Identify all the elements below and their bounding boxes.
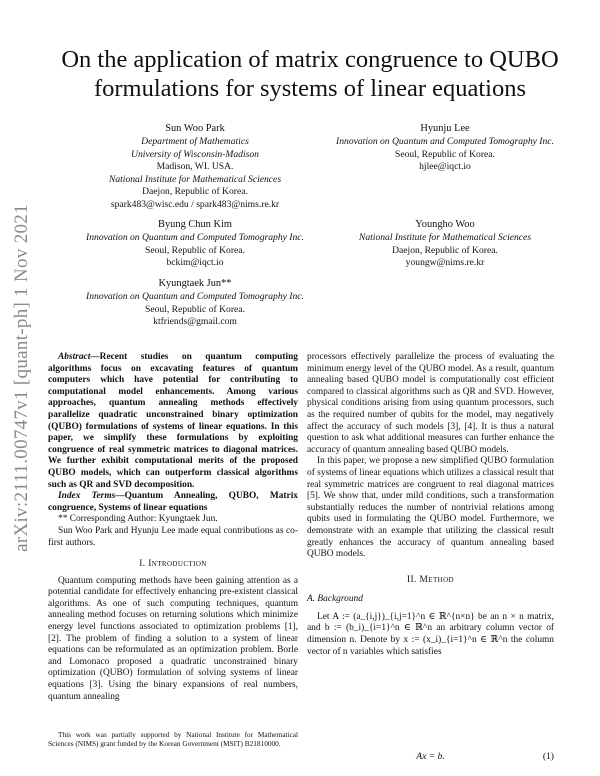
author-affiliation: National Institute for Mathematical Sciences bbox=[358, 232, 532, 244]
author-affiliation: National Institute for Mathematical Sciences bbox=[108, 173, 282, 185]
abstract bbox=[48, 352, 298, 491]
author-name: Byung Chun Kim bbox=[158, 219, 232, 230]
author-address: Madison, WI. USA. bbox=[156, 161, 234, 173]
author-block-woo bbox=[330, 219, 560, 270]
author-email: bckim@iqct.io bbox=[166, 257, 224, 269]
author-email: spark483@wisc.edu / spark483@nims.re.kr bbox=[110, 199, 280, 211]
author-block-kim bbox=[80, 219, 310, 270]
equation-body: Ax = b. bbox=[416, 751, 445, 762]
funding-footnote bbox=[48, 730, 298, 748]
author-address: Seoul, Republic of Korea. bbox=[395, 148, 495, 160]
author-name: Hyunju Lee bbox=[420, 123, 470, 134]
paragraph-proposal: In this paper, we propose a new simplified QUBO formulation of systems of linear equations which utilizes a classical result that real symmetric matrices are congruent to real diagonal matrices [5]. We show that, under mild conditions, such a transformation substantially reduces the number of nontrivial relations among qubits used in formulating the QUBO model. Furthermore, we demonstrate with an example that utilizing the classical result greatly enhances the accuracy of quantum annealing based QUBO models. bbox=[307, 456, 554, 560]
title-line-1: On the application of matrix congruence to QUBO bbox=[61, 46, 559, 73]
author-affiliation: University of Wisconsin-Madison bbox=[131, 148, 259, 160]
corresponding-author-note: ** Corresponding Author: Kyungtaek Jun. bbox=[58, 514, 218, 525]
author-affiliation: Innovation on Quantum and Computed Tomography Inc. bbox=[86, 291, 304, 303]
author-address: Seoul, Republic of Korea. bbox=[145, 303, 245, 315]
author-block-jun bbox=[80, 278, 310, 329]
arxiv-stamp bbox=[2, 178, 42, 578]
equation-number: (1) bbox=[542, 751, 554, 762]
author-address: Daejon, Republic of Korea. bbox=[142, 186, 248, 198]
paper-title bbox=[60, 45, 560, 103]
arxiv-identifier: arXiv:2111.00747v1 [quant-ph] 1 Nov 2021 bbox=[11, 204, 33, 552]
abstract-text: —Recent studies on quantum computing algorithms focus on excavating features of quantum computers which have potential for contributing to computational model enhancements. Among various approaches, quantum annealing methods effectively parallelize quadratic unconstrained binary optimization (QUBO) formulations of systems of linear equations. In this paper, we simplify these formulations by exploiting congruence of real symmetric matrices to diagonal matrices. We further exhibit computational merits of the proposed QUBO models, which can outperform classical algorithms such as QR and SVD decomposition. bbox=[48, 352, 298, 490]
author-address: Daejon, Republic of Korea. bbox=[392, 244, 498, 256]
author-address: Seoul, Republic of Korea. bbox=[145, 244, 245, 256]
equal-contribution-note: Sun Woo Park and Hyunju Lee made equal contributions as co-first authors. bbox=[48, 525, 298, 548]
index-terms-text: —Quantum Annealing, QUBO, Matrix congruence, Systems of linear equations bbox=[48, 491, 298, 513]
author-email: youngw@nims.re.kr bbox=[405, 257, 485, 269]
left-column bbox=[48, 352, 298, 703]
index-terms bbox=[48, 491, 298, 514]
author-name: Sun Woo Park bbox=[165, 123, 225, 134]
section-heading-introduction: I. Introduction bbox=[139, 559, 207, 570]
abstract-label: Abstract bbox=[58, 352, 91, 362]
paragraph-continuation: processors effectively parallelize the process of evaluating the minimum energy level of the QUBO model. As a result, quantum annealing based QUBO model is computationally cost efficient compared to classical algorithms such as QR and SVD. However, physical conditions arising from using quantum processors, such as the required number of qubits for the model, may negatively affect the accuracy of such models [3], [4]. It is thus a natural question to ask what additional measures can further enhance the accuracy of quantum annealing based QUBO models. bbox=[307, 352, 554, 455]
author-email: hjlee@iqct.io bbox=[419, 161, 471, 173]
subsection-heading-background: A. Background bbox=[307, 594, 363, 605]
author-email: ktfriends@gmail.com bbox=[153, 316, 237, 328]
title-line-2: formulations for systems of linear equations bbox=[93, 75, 527, 102]
introduction-paragraph: Quantum computing methods have been gaining attention as a potential candidate for effectively enhancing pre-existent classical algorithms. As one of such computing techniques, quantum annealing method focuses on returning solutions which minimize energy level functions associated to optimization problems [1], [2]. The problem of finding a solution to a system of linear equations can be reformulated as an optimization problem. Borle and Lomonaco proposed a quadratic unconstrained binary optimization (QUBO) formulation of solving systems of linear equations [3]. Using the binary expansions of real numbers, quantum annealing bbox=[48, 575, 298, 702]
author-affiliation: Innovation on Quantum and Computed Tomography Inc. bbox=[336, 136, 554, 148]
author-name: Kyungtaek Jun** bbox=[158, 278, 232, 289]
author-affiliation: Department of Mathematics bbox=[141, 136, 249, 148]
paragraph-background: Let A := (a_{i,j})_{i,j=1}^n ∈ ℝ^{n×n} be an n × n matrix, and b := (b_i)_{i=1}^n ∈ ℝ^n an arbitrary column vector of dimension n. Denote by x := (x_i)_{i=1}^n ∈ ℝ^n the column vector of n variables which satisfies bbox=[307, 611, 554, 657]
author-block-lee bbox=[330, 123, 560, 174]
footnote-text: This work was partially supported by National Institute for Mathematical Sciences (NIMS) grant funded by the Korean Government (MSIT) B21810000. bbox=[48, 730, 298, 749]
index-terms-label: Index Terms bbox=[58, 491, 116, 502]
author-name: Youngho Woo bbox=[415, 219, 475, 230]
author-affiliation: Innovation on Quantum and Computed Tomography Inc. bbox=[86, 232, 304, 244]
section-heading-method: II. Method bbox=[407, 574, 454, 585]
equation-1 bbox=[307, 751, 554, 765]
author-block-park bbox=[80, 123, 310, 212]
right-column bbox=[307, 352, 554, 658]
